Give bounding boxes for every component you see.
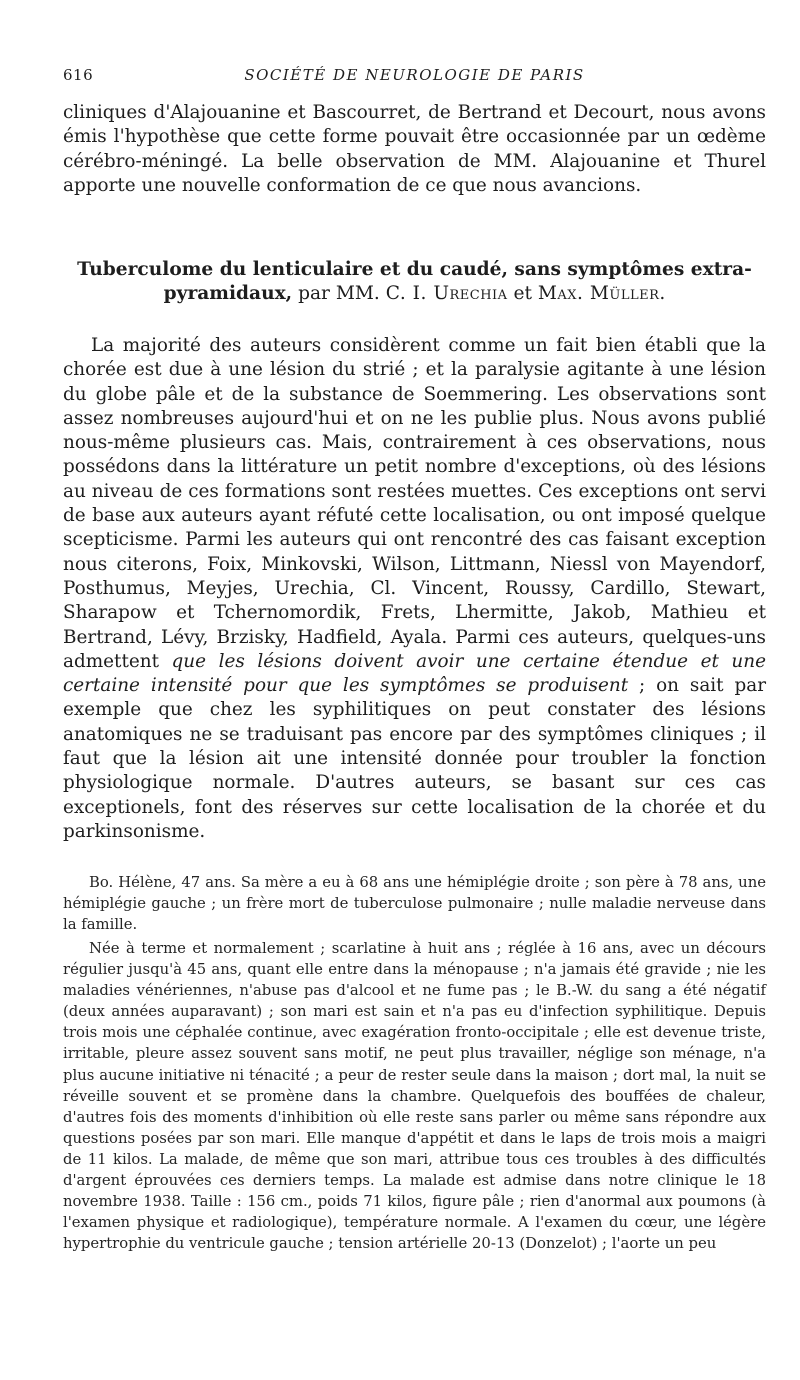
page-header	[63, 66, 766, 88]
main-paragraph-text: La majorité des auteurs considèrent comme un fait bien établi que la chorée est due à une lésion du strié ; et la paralysie agitante à une lésion du globe pâle et de la substance de Soemmering. Les observations sont assez nombreuses aujourd'hui et on ne les publie plus. Nous avons publié nous-même plusieurs cas. Mais, contrairement à ces observations, nous possédons dans la littérature un petit nombre d'exceptions, où des lésions au niveau de ces formations sont restées muettes. Ces exceptions ont servi de base aux auteurs ayant réfuté cette localisation, ou ont imposé quelque scepticisme. Parmi les auteurs qui ont rencontré des cas faisant exception nous citerons, Foix, Minkovski, Wilson, Littmann, Niessl von Mayendorf, Posthumus, Meyjes, Urechia, Cl. Vincent, Roussy, Cardillo, Stewart, Sharapow et Tchernomordik, Frets, Lhermitte, Jakob, Mathieu et Bertrand, Lévy, Brzisky, Hadfield, Ayala. Parmi ces auteurs, quelques-uns admettent	[63, 335, 766, 672]
article-title-end: .	[659, 283, 666, 305]
main-paragraph-italic: que les lésions doivent avoir une certaine étendue et une certaine intensité pour que les symptômes se produisent	[63, 650, 766, 697]
page-number: 616	[63, 66, 94, 84]
author-urechia: C. I. Urechia	[385, 283, 508, 305]
article-title	[63, 258, 766, 307]
author-muller: Max. Müller	[537, 283, 660, 305]
case-report-paragraph: Bo. Hélène, 47 ans. Sa mère a eu à 68 ans une hémiplégie droite ; son père à 78 ans, une hémiplégie gauche ; un frère mort de tuberculose pulmonaire ; nulle maladie nerveuse dans la famille.	[63, 874, 766, 934]
running-title: SOCIÉTÉ DE NEUROLOGIE DE PARIS	[244, 66, 585, 84]
main-paragraph	[63, 334, 766, 844]
intro-paragraph: cliniques d'Alajouanine et Bascourret, de Bertrand et Decourt, nous avons émis l'hypothèse que cette forme pouvait être occasionnée par un œdème cérébro-méningé. La belle observation de MM. Alajouanine et Thurel apporte une nouvelle conformation de ce que nous avancions.	[63, 102, 766, 196]
article-by: par MM.	[292, 283, 386, 305]
article-and: et	[507, 283, 538, 305]
case-report-paragraph: Née à terme et normalement ; scarlatine à huit ans ; réglée à 16 ans, avec un décours régulier jusqu'à 45 ans, quant elle entre dans la ménopause ; n'a jamais été gravide ; nie les maladies vénériennes, n'abuse pas d'alcool et ne fume pas ; le B.-W. du sang a été négatif (deux années auparavant) ; son mari est sain et n'a pas eu d'infection syphilitique. Depuis trois mois une céphalée continue, avec exagération fronto-occipitale ; elle est devenue triste, irritable, pleure assez souvent sans motif, ne peut plus travailler, néglige son ménage, n'a plus aucune initiative ni ténacité ; a peur de rester seule dans la maison ; dort mal, la nuit se réveille souvent et se promène dans la chambre. Quelquefois des bouffées de chaleur, d'autres fois des moments d'inhibition où elle reste sans parler ou même sans répondre aux questions posées par son mari. Elle manque d'appétit et dans le laps de trois mois a maigri de 11 kilos. La malade, de même que son mari, attribue tous ces troubles à des difficultés d'argent éprouvées ces derniers temps. La malade est admise dans notre clinique le 18 novembre 1938. Taille : 156 cm., poids 71 kilos, figure pâle ; rien d'anormal aux poumons (à l'examen physique et radiologique), température normale. A l'examen du cœur, une légère hypertrophie du ventricule gauche ; tension artérielle 20-13 (Donzelot) ; l'aorte un peu	[63, 940, 766, 1253]
article-title-text: Tuberculome du lenticulaire et du caudé, sans symptômes extra-pyramidaux,	[77, 259, 752, 305]
main-paragraph-text-end: ; on sait par exemple que chez les syphilitiques on peut constater des lésions anatomiques ne se traduisant pas encore par des symptômes cliniques ; il faut que la lésion ait une intensité donnée pour troubler la fonction physiologique normale. D'autres auteurs, se basant sur ces cas exceptionels, font des réserves sur cette localisation de la chorée et du parkinsonisme.	[63, 675, 766, 842]
